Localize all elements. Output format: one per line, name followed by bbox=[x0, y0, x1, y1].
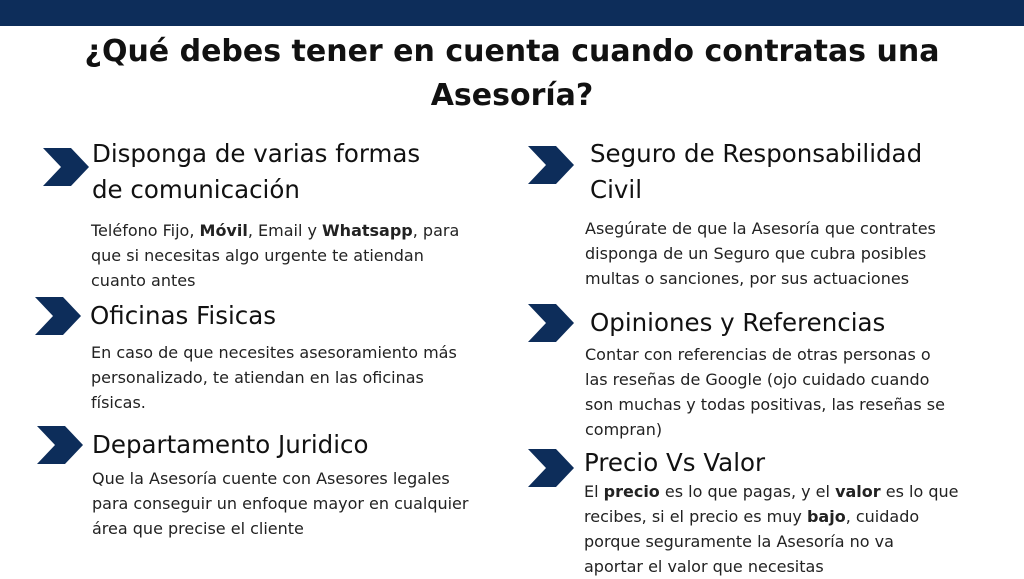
heading-line: de comunicación bbox=[92, 175, 300, 204]
bold-text: precio bbox=[603, 482, 660, 501]
section-text-precio bbox=[584, 479, 958, 579]
heading-line: Seguro de Responsabilidad bbox=[590, 139, 923, 168]
text-run: El bbox=[584, 482, 604, 501]
text-run: , para bbox=[412, 221, 460, 240]
text-run: , Email y bbox=[247, 221, 323, 240]
section-heading-juridico: Departamento Juridico bbox=[92, 430, 369, 459]
text-run: , cuidado bbox=[845, 507, 920, 526]
top-banner-bar bbox=[0, 0, 1024, 26]
text-line bbox=[91, 218, 459, 243]
section-heading-precio: Precio Vs Valor bbox=[584, 448, 766, 477]
text-line: Que la Asesoría cuente con Asesores legales bbox=[92, 469, 450, 488]
text-line: porque seguramente la Asesoría no va bbox=[584, 532, 894, 551]
text-run: es lo que pagas, y el bbox=[659, 482, 836, 501]
chevron-right-icon bbox=[528, 146, 574, 184]
text-line: son muchas y todas positivas, las reseñas se bbox=[585, 395, 945, 414]
text-run: Teléfono Fijo, bbox=[91, 221, 200, 240]
text-line: Contar con referencias de otras personas o bbox=[585, 345, 931, 364]
chevron-right-icon bbox=[37, 426, 83, 464]
section-text-oficinas bbox=[91, 340, 457, 415]
text-run: recibes, si el precio es muy bbox=[584, 507, 807, 526]
text-line bbox=[584, 479, 958, 504]
text-line: para conseguir un enfoque mayor en cualquier bbox=[92, 494, 469, 513]
chevron-right-icon bbox=[528, 304, 574, 342]
section-text-comunicacion bbox=[91, 218, 459, 293]
chevron-right-icon bbox=[35, 297, 81, 335]
text-line: área que precise el cliente bbox=[92, 519, 304, 538]
section-heading-opiniones: Opiniones y Referencias bbox=[590, 308, 886, 337]
text-line: cuanto antes bbox=[91, 271, 196, 290]
title-line-2: Asesoría? bbox=[430, 78, 594, 113]
text-line: multas o sanciones, por sus actuaciones bbox=[585, 269, 910, 288]
bold-text: Móvil bbox=[199, 221, 248, 240]
text-line: compran) bbox=[585, 420, 663, 439]
heading-line: Civil bbox=[590, 175, 643, 204]
text-line: aportar el valor que necesitas bbox=[584, 557, 824, 576]
page-title bbox=[0, 30, 1024, 118]
bold-text: Whatsapp bbox=[322, 221, 413, 240]
section-heading-comunicacion bbox=[92, 136, 420, 208]
title-line-1: ¿Qué debes tener en cuenta cuando contratas una bbox=[84, 34, 940, 69]
text-line: que si necesitas algo urgente te atiendan bbox=[91, 246, 424, 265]
chevron-right-icon bbox=[528, 449, 574, 487]
section-text-juridico bbox=[92, 466, 468, 541]
text-line: las reseñas de Google (ojo cuidado cuando bbox=[585, 370, 930, 389]
bold-text: valor bbox=[835, 482, 881, 501]
bold-text: bajo bbox=[806, 507, 846, 526]
text-line: físicas. bbox=[91, 393, 146, 412]
text-line: personalizado, te atiendan en las oficinas bbox=[91, 368, 424, 387]
text-line: En caso de que necesites asesoramiento más bbox=[91, 343, 457, 362]
section-heading-seguro bbox=[590, 136, 922, 208]
section-text-seguro bbox=[585, 216, 936, 291]
heading-line: Disponga de varias formas bbox=[92, 139, 421, 168]
text-line bbox=[584, 504, 958, 529]
section-text-opiniones bbox=[585, 342, 945, 442]
text-line: Asegúrate de que la Asesoría que contrates bbox=[585, 219, 936, 238]
text-line: disponga de un Seguro que cubra posibles bbox=[585, 244, 927, 263]
section-heading-oficinas: Oficinas Fisicas bbox=[90, 301, 277, 330]
chevron-right-icon bbox=[43, 148, 89, 186]
text-run: es lo que bbox=[880, 482, 959, 501]
